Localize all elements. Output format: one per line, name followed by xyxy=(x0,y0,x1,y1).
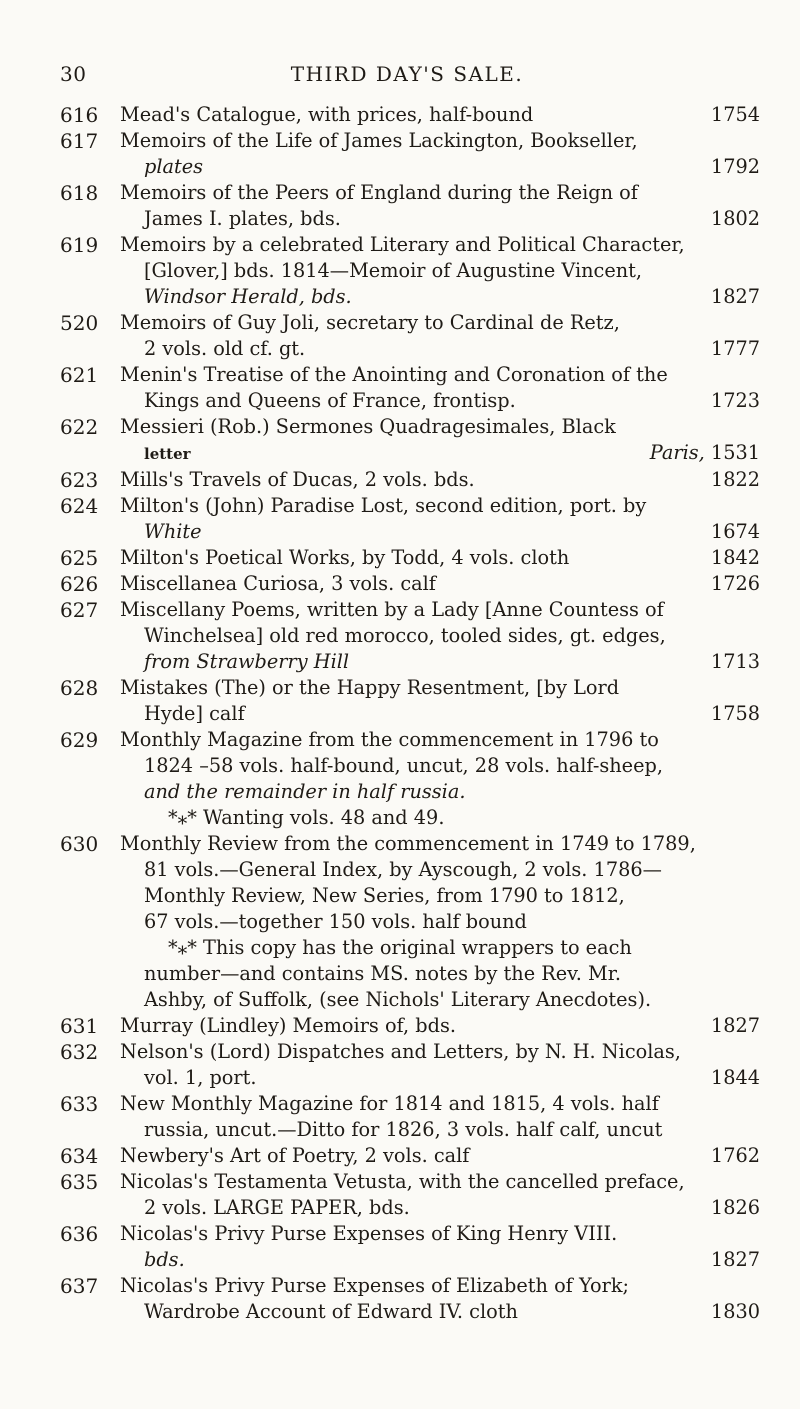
lot-entry xyxy=(60,414,760,467)
lot-number: 616 xyxy=(60,103,99,127)
lot-entry xyxy=(60,1169,760,1221)
lot-text-cont: 2 vols. old cf. gt. xyxy=(144,337,306,360)
lot-entry xyxy=(60,102,760,128)
lot-text-cont: Monthly Review, New Series, from 1790 to 1812, xyxy=(144,884,625,907)
lot-text: Messieri (Rob.) Sermones Quadragesimales, Black xyxy=(120,415,616,438)
lot-date: 1531 xyxy=(710,441,760,464)
lot-entry xyxy=(60,493,760,545)
lot-text: Monthly Magazine from the commencement in 1796 to xyxy=(120,728,659,751)
lot-text-cont: Windsor Herald, bds. xyxy=(144,285,352,308)
lot-text: Newbery's Art of Poetry, 2 vols. calf xyxy=(120,1144,470,1167)
lot-date: 1822 xyxy=(710,468,760,491)
lot-text: Memoirs of Guy Joli, secretary to Cardinal de Retz, xyxy=(120,311,620,334)
lot-entry xyxy=(60,180,760,232)
lot-text-cont: russia, uncut.—Ditto for 1826, 3 vols. half calf, uncut xyxy=(144,1118,663,1141)
lot-date: 1792 xyxy=(710,155,760,178)
lot-entry xyxy=(60,467,760,493)
lot-date: 1802 xyxy=(710,207,760,230)
lot-number: 617 xyxy=(60,129,99,153)
lot-text-cont: vol. 1, port. xyxy=(144,1066,257,1089)
lot-number: 624 xyxy=(60,494,99,518)
lot-text: Mills's Travels of Ducas, 2 vols. bds. xyxy=(120,468,475,491)
lot-number: 635 xyxy=(60,1170,99,1194)
lot-entry xyxy=(60,1091,760,1143)
page-number: 30 xyxy=(60,62,87,86)
lot-text: Nicolas's Testamenta Vetusta, with the cancelled preface, xyxy=(120,1170,685,1193)
lot-text: Nelson's (Lord) Dispatches and Letters, by N. H. Nicolas, xyxy=(120,1040,681,1063)
lot-number: 623 xyxy=(60,468,99,492)
lot-text-cont: 67 vols.—together 150 vols. half bound xyxy=(144,910,527,933)
lot-entry xyxy=(60,128,760,180)
lot-place: Paris, xyxy=(649,441,705,464)
lot-text-cont: and the remainder in half russia. xyxy=(144,780,466,803)
lot-date: 1723 xyxy=(710,389,760,412)
lot-number: 634 xyxy=(60,1144,99,1168)
lot-entry xyxy=(60,1013,760,1039)
lot-text-cont: Wardrobe Account of Edward IV. cloth xyxy=(144,1300,518,1323)
lot-text: Milton's (John) Paradise Lost, second edition, port. by xyxy=(120,494,647,517)
lot-note: number—and contains MS. notes by the Rev. Mr. xyxy=(144,962,621,985)
lot-text-cont: 1824 –58 vols. half-bound, uncut, 28 vols. half-sheep, xyxy=(144,754,663,777)
lot-number: 618 xyxy=(60,181,99,205)
running-title: THIRD DAY'S SALE. xyxy=(290,62,524,86)
lot-number: 630 xyxy=(60,832,99,856)
lot-number: 627 xyxy=(60,598,99,622)
lot-text: Monthly Review from the commencement in 1749 to 1789, xyxy=(120,832,696,855)
lot-date: 1827 xyxy=(710,1248,760,1271)
lot-entry xyxy=(60,362,760,414)
lot-number: 628 xyxy=(60,676,99,700)
lot-text-cont: White xyxy=(144,520,202,543)
lot-text: Nicolas's Privy Purse Expenses of Elizabeth of York; xyxy=(120,1274,630,1297)
lot-text-cont: 2 vols. LARGE PAPER, bds. xyxy=(144,1196,410,1219)
lot-number: 622 xyxy=(60,415,99,439)
lot-note: *⁎* This copy has the original wrappers to each xyxy=(168,936,632,959)
lot-date: 1830 xyxy=(710,1300,760,1323)
lot-entry xyxy=(60,831,760,1013)
lot-date: 1674 xyxy=(710,520,760,543)
lot-entry xyxy=(60,1039,760,1091)
catalogue-entries xyxy=(60,102,760,1325)
lot-text: Memoirs by a celebrated Literary and Political Character, xyxy=(120,233,685,256)
lot-date: 1777 xyxy=(710,337,760,360)
lot-date: 1758 xyxy=(710,702,760,725)
lot-date: 1713 xyxy=(710,650,760,673)
lot-text: Murray (Lindley) Memoirs of, bds. xyxy=(120,1014,456,1037)
lot-text: Miscellanea Curiosa, 3 vols. calf xyxy=(120,572,436,595)
page-header xyxy=(60,62,754,90)
lot-number: 636 xyxy=(60,1222,99,1246)
lot-number: 625 xyxy=(60,546,99,570)
lot-number: 631 xyxy=(60,1014,99,1038)
lot-text-cont: plates xyxy=(144,155,204,178)
lot-note: *⁎* Wanting vols. 48 and 49. xyxy=(168,806,445,829)
lot-entry xyxy=(60,675,760,727)
lot-date: 1826 xyxy=(710,1196,760,1219)
lot-text: Menin's Treatise of the Anointing and Coronation of the xyxy=(120,363,668,386)
lot-text: Milton's Poetical Works, by Todd, 4 vols. cloth xyxy=(120,546,570,569)
lot-entry xyxy=(60,1273,760,1325)
lot-date: 1754 xyxy=(710,103,760,126)
lot-number: 626 xyxy=(60,572,99,596)
lot-text: Memoirs of the Peers of England during the Reign of xyxy=(120,181,638,204)
lot-number: 632 xyxy=(60,1040,99,1064)
lot-text: Mistakes (The) or the Happy Resentment, [by Lord xyxy=(120,676,620,699)
lot-entry xyxy=(60,232,760,310)
lot-text-cont: Winchelsea] old red morocco, tooled sides, gt. edges, xyxy=(144,624,666,647)
lot-date: 1762 xyxy=(710,1144,760,1167)
lot-text-cont: 81 vols.—General Index, by Ayscough, 2 vols. 1786— xyxy=(144,858,662,881)
lot-text: Nicolas's Privy Purse Expenses of King Henry VIII. xyxy=(120,1222,618,1245)
lot-text-cont: James I. plates, bds. xyxy=(144,207,341,230)
lot-text-cont: letter xyxy=(144,445,191,463)
lot-number: 520 xyxy=(60,311,99,335)
lot-number: 637 xyxy=(60,1274,99,1298)
lot-number: 633 xyxy=(60,1092,99,1116)
lot-entry xyxy=(60,571,760,597)
lot-text-cont: from Strawberry Hill xyxy=(144,650,350,673)
lot-text-cont: Hyde] calf xyxy=(144,702,245,725)
lot-date: 1842 xyxy=(710,546,760,569)
lot-entry xyxy=(60,1221,760,1273)
lot-number: 621 xyxy=(60,363,99,387)
lot-date: 1827 xyxy=(710,285,760,308)
lot-date: 1844 xyxy=(710,1066,760,1089)
lot-text: Memoirs of the Life of James Lackington, Bookseller, xyxy=(120,129,638,152)
lot-text: Mead's Catalogue, with prices, half-bound xyxy=(120,103,534,126)
lot-entry xyxy=(60,545,760,571)
lot-entry xyxy=(60,310,760,362)
lot-entry xyxy=(60,597,760,675)
lot-text-cont: bds. xyxy=(144,1248,185,1271)
lot-number: 619 xyxy=(60,233,99,257)
lot-date: 1726 xyxy=(710,572,760,595)
lot-date: 1827 xyxy=(710,1014,760,1037)
lot-entry xyxy=(60,1143,760,1169)
lot-text-cont: Kings and Queens of France, frontisp. xyxy=(144,389,516,412)
lot-number: 629 xyxy=(60,728,99,752)
lot-entry xyxy=(60,727,760,831)
lot-text: Miscellany Poems, written by a Lady [Anne Countess of xyxy=(120,598,664,621)
lot-text-cont: [Glover,] bds. 1814—Memoir of Augustine Vincent, xyxy=(144,259,643,282)
lot-text: New Monthly Magazine for 1814 and 1815, 4 vols. half xyxy=(120,1092,659,1115)
lot-note: Ashby, of Suffolk, (see Nichols' Literary Anecdotes). xyxy=(144,988,652,1011)
